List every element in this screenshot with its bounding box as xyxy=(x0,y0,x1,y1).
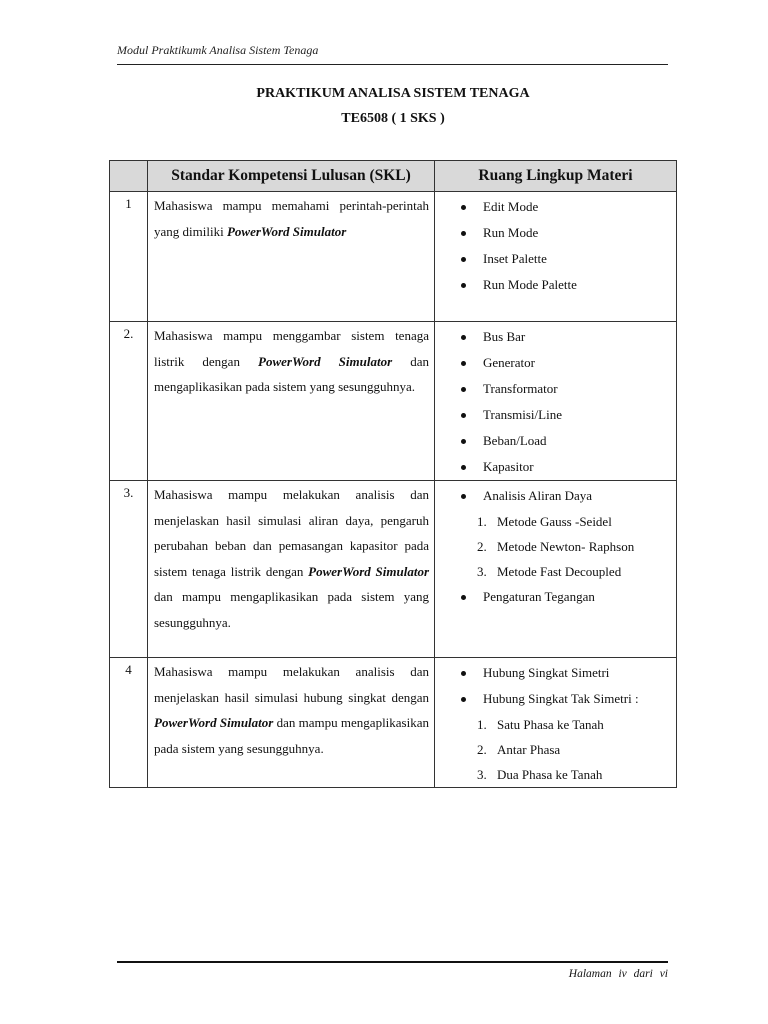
table-header-row xyxy=(110,161,677,192)
bullet-icon xyxy=(461,595,466,600)
software-name: PowerWord Simulator xyxy=(308,563,429,579)
table-row xyxy=(110,481,677,658)
bullet-icon xyxy=(461,205,466,210)
bullet-icon xyxy=(461,465,466,470)
sub-item-number: 1. xyxy=(477,514,487,529)
list-item xyxy=(435,272,676,298)
materi-label: Hubung Singkat Tak Simetri : xyxy=(483,691,639,706)
software-name: PowerWord Simulator xyxy=(154,715,274,730)
sub-item-label: Metode Newton- Raphson xyxy=(497,539,635,554)
materi-label: Run Mode xyxy=(483,225,539,240)
materi-cell xyxy=(435,481,677,658)
table-row xyxy=(110,192,677,322)
bullet-icon xyxy=(461,387,466,392)
skl-description xyxy=(148,658,435,788)
sub-list xyxy=(435,712,676,787)
row-number: 1 xyxy=(110,192,148,322)
materi-label: Transmisi/Line xyxy=(483,407,562,422)
list-item xyxy=(435,324,676,350)
table-row xyxy=(110,658,677,788)
bullet-icon xyxy=(461,494,466,499)
page-number: Halaman iv dari vi xyxy=(568,968,668,980)
materi-label: Transformator xyxy=(483,381,558,396)
materi-label: Pengaturan Tegangan xyxy=(483,589,595,604)
table-row xyxy=(110,322,677,481)
list-item xyxy=(435,376,676,402)
course-code: TE6508 ( 1 SKS ) xyxy=(341,111,445,126)
list-item xyxy=(435,246,676,272)
competency-table xyxy=(109,160,677,788)
header-divider xyxy=(117,64,668,65)
list-item xyxy=(435,194,676,220)
materi-cell xyxy=(435,322,677,481)
sub-item-number: 2. xyxy=(477,742,487,757)
header-skl: Standar Kompetensi Lulusan (SKL) xyxy=(148,161,435,192)
skl-text-continued: dan mampu mengaplikasikan pada sistem yang sesungguhnya. xyxy=(154,715,430,756)
sub-list-item xyxy=(435,762,676,787)
sub-list-item xyxy=(435,534,676,559)
row-number: 2. xyxy=(110,322,148,481)
materi-label: Inset Palette xyxy=(483,251,547,266)
bullet-icon xyxy=(461,231,466,236)
skl-description xyxy=(148,481,435,658)
list-item xyxy=(435,428,676,454)
row-number: 3. xyxy=(110,481,148,658)
skl-text: Mahasiswa mampu menggambar sistem tenaga listrik dengan xyxy=(154,328,429,369)
bullet-icon xyxy=(461,439,466,444)
skl-description xyxy=(148,322,435,481)
bullet-icon xyxy=(461,413,466,418)
sub-item-label: Antar Phasa xyxy=(497,742,561,757)
document-title: PRAKTIKUM ANALISA SISTEM TENAGA xyxy=(256,86,530,101)
skl-text-continued: dan mengaplikasikan pada sistem yang sesungguhnya. xyxy=(154,353,429,394)
materi-label: Beban/Load xyxy=(483,433,547,448)
materi-list xyxy=(435,192,676,298)
sub-item-number: 1. xyxy=(477,717,487,732)
bullet-icon xyxy=(461,257,466,262)
bullet-icon xyxy=(461,335,466,340)
row-number: 4 xyxy=(110,658,148,788)
materi-list xyxy=(435,322,676,480)
list-item xyxy=(435,454,676,480)
software-name: PowerWord Simulator xyxy=(258,353,393,369)
skl-text: Mahasiswa mampu melakukan analisis dan menjelaskan hasil simulasi aliran daya, pengaruh perubahan beban dan pemasangan kapasitor pada sistem tenaga listrik dengan xyxy=(154,487,429,579)
sub-list-item xyxy=(435,737,676,762)
materi-label: Generator xyxy=(483,355,535,370)
sub-list-item xyxy=(435,559,676,584)
list-item xyxy=(435,584,676,610)
skl-text-continued: dan mampu mengaplikasikan pada sistem yang sesungguhnya. xyxy=(154,589,429,630)
sub-list-item xyxy=(435,712,676,737)
materi-list xyxy=(435,658,676,787)
list-item xyxy=(435,686,676,712)
bullet-icon xyxy=(461,361,466,366)
sub-item-label: Metode Gauss -Seidel xyxy=(497,514,612,529)
skl-description xyxy=(148,192,435,322)
skl-text: Mahasiswa mampu memahami perintah-perintah yang dimiliki xyxy=(154,198,429,239)
materi-label: Kapasitor xyxy=(483,459,534,474)
list-item xyxy=(435,402,676,428)
sub-list-item xyxy=(435,509,676,534)
materi-list xyxy=(435,481,676,610)
materi-cell xyxy=(435,658,677,788)
bullet-icon xyxy=(461,671,466,676)
materi-label: Analisis Aliran Daya xyxy=(483,488,593,503)
list-item xyxy=(435,350,676,376)
sub-item-number: 3. xyxy=(477,564,487,579)
list-item xyxy=(435,660,676,686)
software-name: PowerWord Simulator xyxy=(226,223,347,239)
header-no xyxy=(110,161,148,192)
sub-item-label: Dua Phasa ke Tanah xyxy=(497,767,603,782)
sub-item-number: 3. xyxy=(477,767,487,782)
skl-text: Mahasiswa mampu melakukan analisis dan menjelaskan hasil simulasi hubung singkat dengan xyxy=(154,664,429,705)
bullet-icon xyxy=(461,697,466,702)
materi-label: Run Mode Palette xyxy=(483,277,577,292)
materi-cell xyxy=(435,192,677,322)
footer-divider xyxy=(117,961,668,963)
list-item xyxy=(435,220,676,246)
sub-item-label: Satu Phasa ke Tanah xyxy=(497,717,604,732)
list-item xyxy=(435,483,676,509)
materi-label: Bus Bar xyxy=(483,329,526,344)
header-materi: Ruang Lingkup Materi xyxy=(435,161,677,192)
sub-item-number: 2. xyxy=(477,539,487,554)
materi-label: Hubung Singkat Simetri xyxy=(483,665,610,680)
bullet-icon xyxy=(461,283,466,288)
materi-label: Edit Mode xyxy=(483,199,539,214)
sub-list xyxy=(435,509,676,584)
running-header: Modul Praktikumk Analisa Sistem Tenaga xyxy=(117,43,319,57)
sub-item-label: Metode Fast Decoupled xyxy=(497,564,622,579)
